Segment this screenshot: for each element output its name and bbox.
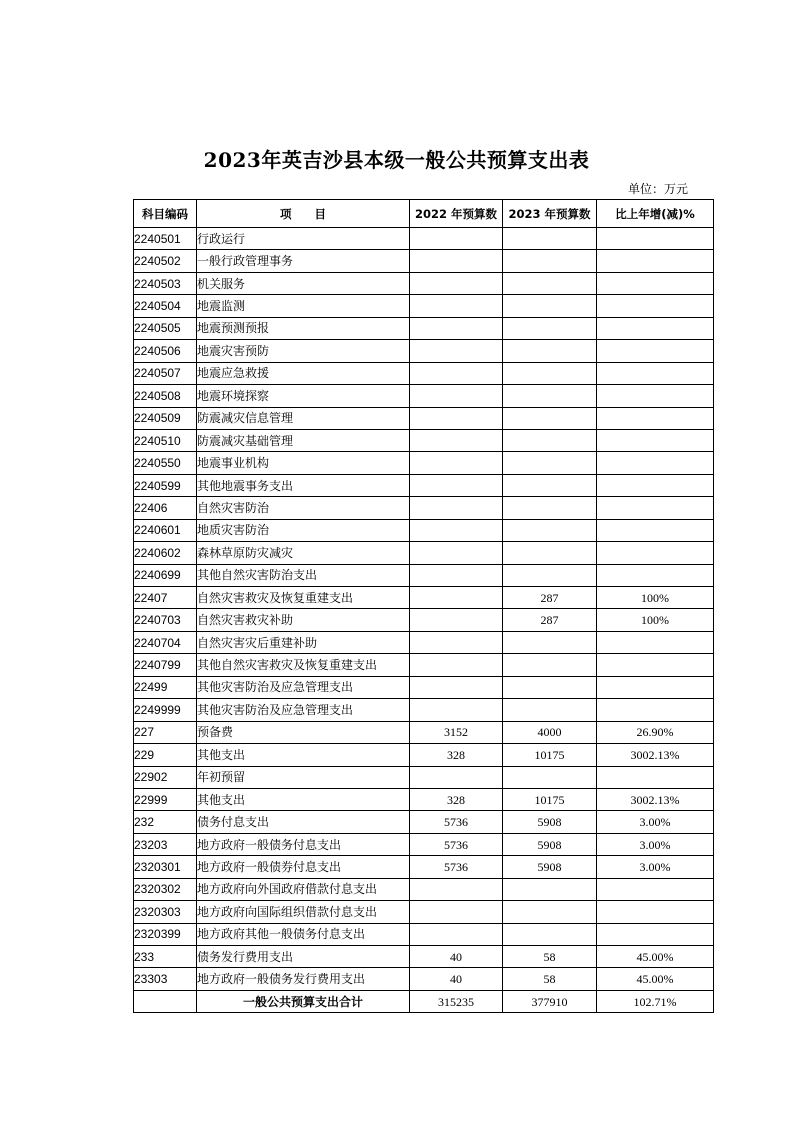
header-code: 科目编码 <box>134 200 197 228</box>
table-row <box>134 452 714 474</box>
row-budget-2023 <box>503 654 597 676</box>
row-budget-2023: 10175 <box>503 788 597 810</box>
row-change: 3.00% <box>597 833 714 855</box>
row-name: 机关服务 <box>197 272 410 294</box>
row-name: 行政运行 <box>197 228 410 250</box>
table-row <box>134 429 714 451</box>
row-budget-2023 <box>503 452 597 474</box>
table-row <box>134 407 714 429</box>
row-name: 自然灾害救灾及恢复重建支出 <box>197 587 410 609</box>
row-name: 地方政府一般债务发行费用支出 <box>197 968 410 990</box>
row-change <box>597 519 714 541</box>
table-row <box>134 878 714 900</box>
row-budget-2022 <box>410 542 503 564</box>
row-name: 防震减灾信息管理 <box>197 407 410 429</box>
row-code: 2240699 <box>134 564 197 586</box>
table-row <box>134 587 714 609</box>
row-code: 2240509 <box>134 407 197 429</box>
row-budget-2023 <box>503 519 597 541</box>
row-code: 2240601 <box>134 519 197 541</box>
row-name: 预备费 <box>197 721 410 743</box>
row-change: 100% <box>597 609 714 631</box>
row-change <box>597 542 714 564</box>
row-budget-2023: 287 <box>503 609 597 631</box>
row-change <box>597 385 714 407</box>
table-row <box>134 788 714 810</box>
row-name: 其他支出 <box>197 788 410 810</box>
row-name: 地方政府向外国政府借款付息支出 <box>197 878 410 900</box>
table-row <box>134 317 714 339</box>
row-budget-2023: 5908 <box>503 833 597 855</box>
row-budget-2023 <box>503 385 597 407</box>
table-row <box>134 811 714 833</box>
row-name: 地质灾害防治 <box>197 519 410 541</box>
row-budget-2023 <box>503 250 597 272</box>
row-code: 22999 <box>134 788 197 810</box>
row-budget-2022 <box>410 631 503 653</box>
row-change <box>597 654 714 676</box>
row-change: 26.90% <box>597 721 714 743</box>
row-name: 债务付息支出 <box>197 811 410 833</box>
table-row <box>134 295 714 317</box>
row-code: 2240507 <box>134 362 197 384</box>
row-budget-2023 <box>503 699 597 721</box>
row-change <box>597 923 714 945</box>
row-name: 其他自然灾害防治支出 <box>197 564 410 586</box>
row-change <box>597 272 714 294</box>
row-budget-2022 <box>410 878 503 900</box>
row-change <box>597 474 714 496</box>
row-name: 地方政府一般债务付息支出 <box>197 833 410 855</box>
row-budget-2023: 58 <box>503 968 597 990</box>
row-budget-2022: 40 <box>410 968 503 990</box>
row-budget-2023 <box>503 901 597 923</box>
row-name: 森林草原防灾减灾 <box>197 542 410 564</box>
row-budget-2023 <box>503 317 597 339</box>
row-change <box>597 631 714 653</box>
row-change: 3002.13% <box>597 788 714 810</box>
row-budget-2022 <box>410 901 503 923</box>
row-code: 2240503 <box>134 272 197 294</box>
row-budget-2022: 3152 <box>410 721 503 743</box>
page-title: 2023年英吉沙县本级一般公共预算支出表 <box>203 148 590 172</box>
header-budget-2022: 2022 年预算数 <box>410 200 503 228</box>
row-code: 2320303 <box>134 901 197 923</box>
row-change <box>597 228 714 250</box>
table-row <box>134 631 714 653</box>
row-budget-2023 <box>503 272 597 294</box>
row-code: 2320301 <box>134 856 197 878</box>
table-row <box>134 721 714 743</box>
table-row <box>134 250 714 272</box>
row-budget-2022 <box>410 317 503 339</box>
row-budget-2022 <box>410 676 503 698</box>
row-budget-2023 <box>503 542 597 564</box>
row-budget-2022 <box>410 228 503 250</box>
row-name: 地震灾害预防 <box>197 340 410 362</box>
row-budget-2022 <box>410 474 503 496</box>
row-name: 地震应急救援 <box>197 362 410 384</box>
row-budget-2022 <box>410 654 503 676</box>
row-budget-2022: 5736 <box>410 811 503 833</box>
row-budget-2023 <box>503 474 597 496</box>
row-code: 2240510 <box>134 429 197 451</box>
row-change: 45.00% <box>597 968 714 990</box>
header-change: 比上年增(减)% <box>597 200 714 228</box>
row-name: 自然灾害灾后重建补助 <box>197 631 410 653</box>
row-budget-2023 <box>503 766 597 788</box>
row-budget-2023 <box>503 923 597 945</box>
row-budget-2022: 328 <box>410 744 503 766</box>
table-row <box>134 946 714 968</box>
table-row <box>134 564 714 586</box>
row-name: 债务发行费用支出 <box>197 946 410 968</box>
row-change: 3.00% <box>597 811 714 833</box>
row-name: 其他灾害防治及应急管理支出 <box>197 676 410 698</box>
row-budget-2023: 10175 <box>503 744 597 766</box>
row-change <box>597 878 714 900</box>
row-change: 3.00% <box>597 856 714 878</box>
row-code: 2249999 <box>134 699 197 721</box>
row-name: 地方政府其他一般债务付息支出 <box>197 923 410 945</box>
total-budget-2022: 315235 <box>410 990 503 1012</box>
row-budget-2022 <box>410 272 503 294</box>
total-budget-2023: 377910 <box>503 990 597 1012</box>
table-row <box>134 609 714 631</box>
unit-label: 单位：万元 <box>627 182 688 196</box>
total-row <box>134 990 714 1012</box>
header-name: 项 目 <box>197 200 410 228</box>
row-change <box>597 407 714 429</box>
row-budget-2023: 5908 <box>503 811 597 833</box>
row-budget-2023 <box>503 407 597 429</box>
row-budget-2023 <box>503 429 597 451</box>
table-row <box>134 923 714 945</box>
row-budget-2023 <box>503 228 597 250</box>
row-code: 2240704 <box>134 631 197 653</box>
row-name: 其他支出 <box>197 744 410 766</box>
row-change <box>597 699 714 721</box>
row-code: 22499 <box>134 676 197 698</box>
row-name: 自然灾害防治 <box>197 497 410 519</box>
row-name: 地震预测预报 <box>197 317 410 339</box>
table-row <box>134 542 714 564</box>
budget-table <box>133 199 714 1013</box>
table-row <box>134 340 714 362</box>
row-budget-2022 <box>410 699 503 721</box>
row-budget-2022: 328 <box>410 788 503 810</box>
row-budget-2022 <box>410 923 503 945</box>
row-budget-2023 <box>503 295 597 317</box>
table-row <box>134 272 714 294</box>
row-code: 23203 <box>134 833 197 855</box>
table-header-row <box>134 200 714 228</box>
table-row <box>134 744 714 766</box>
row-change: 45.00% <box>597 946 714 968</box>
row-code: 2240799 <box>134 654 197 676</box>
row-code: 2320302 <box>134 878 197 900</box>
row-name: 地震环境探察 <box>197 385 410 407</box>
row-budget-2022 <box>410 587 503 609</box>
row-budget-2023 <box>503 340 597 362</box>
row-name: 地震监测 <box>197 295 410 317</box>
table-row <box>134 385 714 407</box>
row-budget-2023 <box>503 676 597 698</box>
row-budget-2023 <box>503 497 597 519</box>
row-code: 227 <box>134 721 197 743</box>
row-budget-2022 <box>410 429 503 451</box>
row-change: 3002.13% <box>597 744 714 766</box>
table-row <box>134 833 714 855</box>
row-name: 自然灾害救灾补助 <box>197 609 410 631</box>
table-row <box>134 676 714 698</box>
row-change <box>597 497 714 519</box>
row-budget-2023: 4000 <box>503 721 597 743</box>
total-change: 102.71% <box>597 990 714 1012</box>
total-label: 一般公共预算支出合计 <box>197 990 410 1012</box>
row-change <box>597 564 714 586</box>
row-code: 233 <box>134 946 197 968</box>
row-name: 防震减灾基础管理 <box>197 429 410 451</box>
total-code-cell <box>134 990 197 1012</box>
row-change: 100% <box>597 587 714 609</box>
row-code: 2240501 <box>134 228 197 250</box>
row-budget-2023: 5908 <box>503 856 597 878</box>
row-budget-2022 <box>410 362 503 384</box>
row-code: 23303 <box>134 968 197 990</box>
row-code: 2240505 <box>134 317 197 339</box>
row-code: 2240599 <box>134 474 197 496</box>
row-budget-2022 <box>410 519 503 541</box>
table-row <box>134 699 714 721</box>
row-change <box>597 295 714 317</box>
row-code: 2240504 <box>134 295 197 317</box>
row-budget-2023 <box>503 878 597 900</box>
row-change <box>597 676 714 698</box>
row-name: 地震事业机构 <box>197 452 410 474</box>
row-budget-2022 <box>410 766 503 788</box>
row-budget-2023 <box>503 362 597 384</box>
row-name: 地方政府一般债券付息支出 <box>197 856 410 878</box>
row-code: 2240550 <box>134 452 197 474</box>
row-budget-2022 <box>410 609 503 631</box>
row-name: 年初预留 <box>197 766 410 788</box>
table-row <box>134 228 714 250</box>
table-row <box>134 766 714 788</box>
row-code: 2320399 <box>134 923 197 945</box>
row-code: 2240602 <box>134 542 197 564</box>
row-change <box>597 340 714 362</box>
row-change <box>597 429 714 451</box>
row-code: 22407 <box>134 587 197 609</box>
row-name: 地方政府向国际组织借款付息支出 <box>197 901 410 923</box>
row-budget-2023 <box>503 631 597 653</box>
row-change <box>597 766 714 788</box>
row-budget-2022 <box>410 250 503 272</box>
row-code: 229 <box>134 744 197 766</box>
row-budget-2022 <box>410 340 503 362</box>
row-code: 2240506 <box>134 340 197 362</box>
row-name: 其他地震事务支出 <box>197 474 410 496</box>
row-code: 2240703 <box>134 609 197 631</box>
row-budget-2022 <box>410 564 503 586</box>
row-budget-2022 <box>410 385 503 407</box>
row-name: 一般行政管理事务 <box>197 250 410 272</box>
row-code: 2240502 <box>134 250 197 272</box>
table-row <box>134 497 714 519</box>
header-budget-2023: 2023 年预算数 <box>503 200 597 228</box>
row-code: 22902 <box>134 766 197 788</box>
row-change <box>597 317 714 339</box>
row-budget-2023: 58 <box>503 946 597 968</box>
table-row <box>134 901 714 923</box>
row-change <box>597 250 714 272</box>
row-budget-2022: 40 <box>410 946 503 968</box>
row-budget-2022 <box>410 407 503 429</box>
row-change <box>597 901 714 923</box>
row-name: 其他自然灾害救灾及恢复重建支出 <box>197 654 410 676</box>
row-code: 232 <box>134 811 197 833</box>
table-row <box>134 654 714 676</box>
row-budget-2022: 5736 <box>410 833 503 855</box>
row-budget-2023: 287 <box>503 587 597 609</box>
table-row <box>134 856 714 878</box>
row-code: 2240508 <box>134 385 197 407</box>
row-budget-2022: 5736 <box>410 856 503 878</box>
row-budget-2022 <box>410 497 503 519</box>
table-row <box>134 519 714 541</box>
row-budget-2022 <box>410 295 503 317</box>
row-change <box>597 362 714 384</box>
table-row <box>134 362 714 384</box>
row-budget-2022 <box>410 452 503 474</box>
table-body <box>134 228 714 991</box>
table-row <box>134 968 714 990</box>
row-name: 其他灾害防治及应急管理支出 <box>197 699 410 721</box>
table-row <box>134 474 714 496</box>
row-change <box>597 452 714 474</box>
row-code: 22406 <box>134 497 197 519</box>
row-budget-2023 <box>503 564 597 586</box>
